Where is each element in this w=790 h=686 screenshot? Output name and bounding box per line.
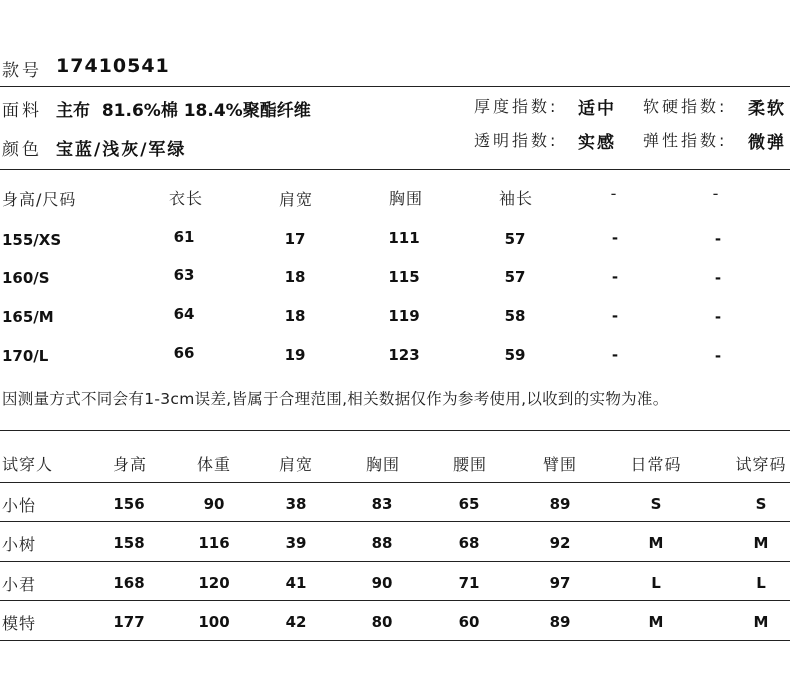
size-cell: 111 [388,229,420,247]
model-cell: S [755,495,767,513]
size-cell: - [714,230,722,248]
softness-label: 软硬指数: [643,97,728,116]
model-cell: 42 [285,613,307,631]
transparency-label: 透明指数: [474,131,559,150]
size-cell: - [714,308,722,326]
divider-top [0,86,790,87]
row-divider [0,600,790,601]
size-cell: 170/L [2,347,49,365]
model-cell: 65 [458,495,480,513]
row-divider [0,521,790,522]
model-cell: M [753,534,769,552]
model-cell: M [648,534,664,552]
size-cell: - [611,307,619,325]
model-cell: M [753,613,769,631]
style-number: 17410541 [56,55,170,77]
model-header-cell: 身高 [112,455,148,474]
size-cell: 115 [388,268,420,286]
size-header-cell: 肩宽 [278,190,314,209]
model-cell: L [651,574,661,592]
size-cell: 19 [284,346,306,364]
elasticity-value: 微弹 [748,133,786,153]
divider-model-table-bottom [0,640,790,641]
size-cell: 17 [284,230,306,248]
color-label: 颜色 [2,140,42,160]
size-cell: 165/M [2,308,54,326]
model-cell: 158 [113,534,145,552]
model-header-cell: 试穿码 [735,455,787,474]
size-cell: - [611,229,619,247]
model-cell: 模特 [2,614,37,633]
row-divider [0,561,790,562]
model-cell: 89 [549,613,571,631]
size-cell: 59 [504,346,526,364]
model-header-cell: 臂围 [542,455,578,474]
model-header-cell: 日常码 [630,455,682,474]
model-cell: 小怡 [2,496,37,515]
model-cell: 90 [371,574,393,592]
size-header-cell: 袖长 [498,189,534,208]
model-header-cell: 肩宽 [278,455,314,474]
model-cell: 68 [458,534,480,552]
size-cell: 18 [284,268,306,286]
measurement-note: 因测量方式不同会有1-3cm误差,皆属于合理范围,相关数据仅作为参考使用,以收到的实物为准。 [2,390,669,408]
size-cell: 18 [284,307,306,325]
size-header-cell: 胸围 [388,189,424,208]
color-value: 宝蓝/浅灰/军绿 [56,140,187,160]
model-cell: 小树 [2,535,37,554]
size-header-cell: - [712,184,720,203]
model-cell: 89 [549,495,571,513]
size-cell: - [611,268,619,286]
model-cell: L [756,574,766,592]
model-cell: 41 [285,574,307,592]
size-cell: 119 [388,307,420,325]
size-cell: - [714,269,722,287]
size-cell: 66 [173,344,195,362]
model-cell: 71 [458,574,480,592]
model-cell: 92 [549,534,571,552]
model-cell: 97 [549,574,571,592]
model-cell: 83 [371,495,393,513]
fabric-label: 面料 [2,101,42,121]
fabric-value: 主布 81.6%棉 18.4%聚酯纤维 [56,101,311,121]
model-cell: 80 [371,613,393,631]
size-header-cell: 衣长 [168,189,204,208]
size-cell: 155/XS [2,231,62,249]
model-cell: 177 [113,613,145,631]
model-cell: 116 [198,534,230,552]
model-cell: 39 [285,534,307,552]
size-cell: - [714,347,722,365]
size-cell: 58 [504,307,526,325]
size-cell: - [611,346,619,364]
model-header-cell: 腰围 [452,455,488,474]
model-cell: 小君 [2,575,37,594]
model-cell: M [648,613,664,631]
model-cell: 156 [113,495,145,513]
size-cell: 57 [504,268,526,286]
size-cell: 123 [388,346,420,364]
thickness-value: 适中 [578,99,616,119]
size-cell: 64 [173,305,195,323]
divider-info [0,169,790,170]
size-header-cell: - [610,184,618,203]
divider-model-table-top [0,430,790,431]
thickness-label: 厚度指数: [474,97,559,116]
model-cell: 100 [198,613,230,631]
style-number-label: 款号 [2,61,42,81]
model-header-cell: 试穿人 [2,455,54,474]
model-cell: 168 [113,574,145,592]
size-cell: 57 [504,230,526,248]
size-cell: 61 [173,228,195,246]
model-header-cell: 胸围 [365,455,401,474]
transparency-value: 实感 [578,133,616,153]
model-cell: S [650,495,662,513]
model-cell: 120 [198,574,230,592]
size-cell: 63 [173,266,195,284]
model-cell: 90 [203,495,225,513]
model-cell: 88 [371,534,393,552]
model-cell: 38 [285,495,307,513]
model-cell: 60 [458,613,480,631]
size-header-cell: 身高/尺码 [2,190,77,209]
model-header-cell: 体重 [196,455,232,474]
softness-value: 柔软 [748,99,786,119]
size-cell: 160/S [2,269,50,287]
row-divider [0,482,790,483]
elasticity-label: 弹性指数: [643,131,728,150]
